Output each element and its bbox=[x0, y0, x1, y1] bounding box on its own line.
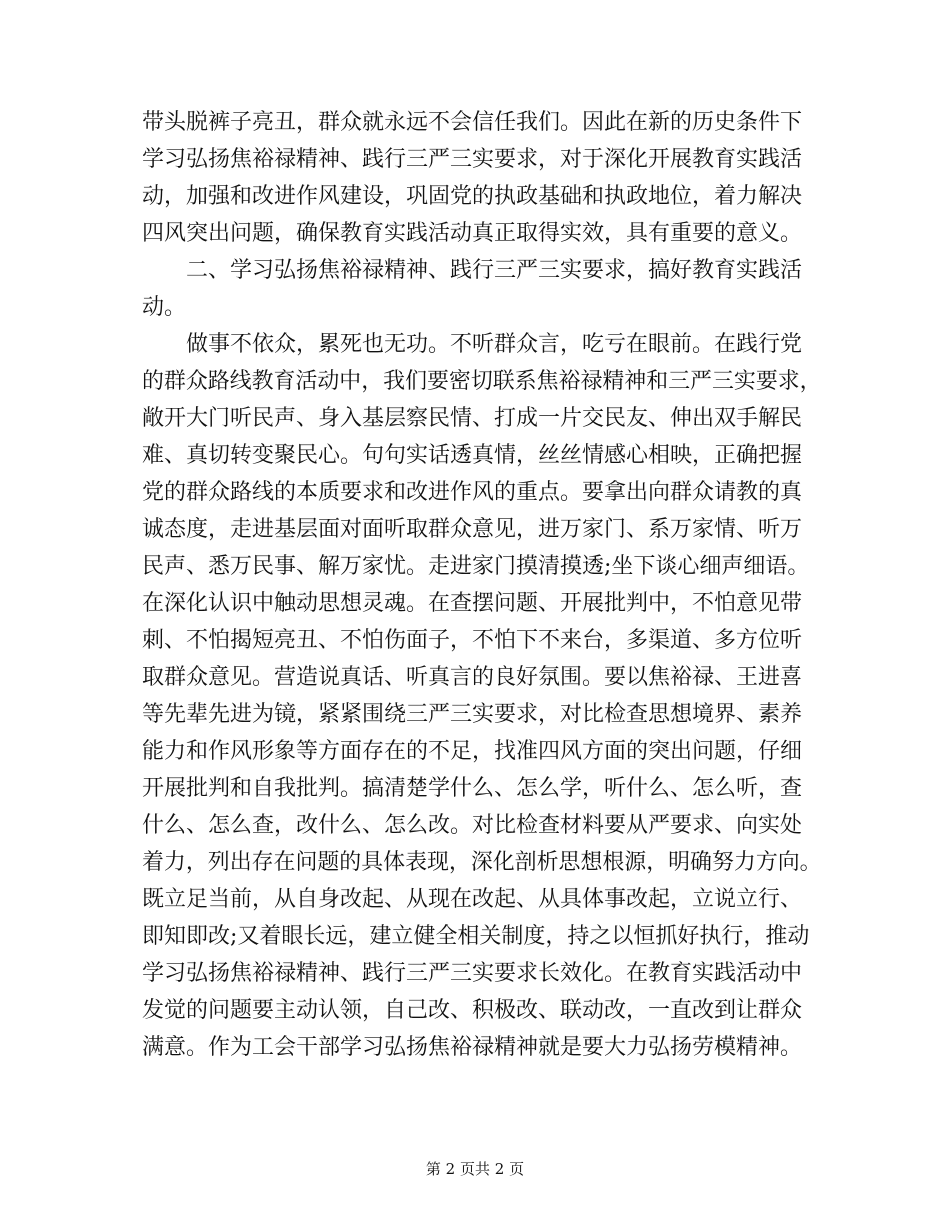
text-line: 学习弘扬焦裕禄精神、践行三严三实要求，对于深化开展教育实践活 bbox=[142, 147, 803, 172]
text-line: 发觉的问题要主动认领，自己改、积极改、联动改，一直改到让群众 bbox=[142, 998, 803, 1023]
text-line: 什么、怎么查，改什么、怎么改。对比检查材料要从严要求、向实处 bbox=[142, 813, 803, 838]
text-line: 既立足当前，从自身改起、从现在改起、从具体事改起，立说立行、 bbox=[142, 887, 803, 912]
text-line: 敞开大门听民声、身入基层察民情、打成一片交民友、伸出双手解民 bbox=[142, 406, 803, 431]
page-footer: 第 2 页共 2 页 bbox=[425, 1160, 525, 1178]
text-line: 诚态度，走进基层面对面听取群众意见，进万家门、系万家情、听万 bbox=[142, 517, 803, 542]
text-line: 在深化认识中触动思想灵魂。在查摆问题、开展批判中，不怕意见带 bbox=[142, 591, 803, 616]
text-line: 民声、悉万民事、解万家忧。走进家门摸清摸透;坐下谈心细声细语。 bbox=[142, 554, 810, 579]
text-line: 动，加强和改进作风建设，巩固党的执政基础和执政地位，着力解决 bbox=[142, 184, 803, 209]
text-line: 难、真切转变聚民心。句句实话透真情，丝丝情感心相映，正确把握 bbox=[142, 443, 803, 468]
text-line: 的群众路线教育活动中，我们要密切联系焦裕禄精神和三严三实要求， bbox=[142, 369, 822, 394]
document-body bbox=[142, 104, 822, 1066]
text-line: 二、学习弘扬焦裕禄精神、践行三严三实要求，搞好教育实践活 bbox=[142, 258, 803, 283]
text-line: 学习弘扬焦裕禄精神、践行三严三实要求长效化。在教育实践活动中 bbox=[142, 961, 803, 986]
text-line: 着力，列出存在问题的具体表现，深化剖析思想根源，明确努力方向。 bbox=[142, 850, 822, 875]
text-line: 做事不依众，累死也无功。不听群众言，吃亏在眼前。在践行党 bbox=[142, 332, 803, 357]
text-line: 动。 bbox=[142, 295, 187, 320]
text-line: 党的群众路线的本质要求和改进作风的重点。要拿出向群众请教的真 bbox=[142, 480, 803, 505]
text-line: 满意。作为工会干部学习弘扬焦裕禄精神就是要大力弘扬劳模精神。 bbox=[142, 1035, 803, 1060]
text-line: 取群众意见。营造说真话、听真言的良好氛围。要以焦裕禄、王进喜 bbox=[142, 665, 803, 690]
text-line: 带头脱裤子亮丑，群众就永远不会信任我们。因此在新的历史条件下 bbox=[142, 110, 803, 135]
text-line: 即知即改;又着眼长远，建立健全相关制度，持之以恒抓好执行，推动 bbox=[142, 924, 810, 949]
text-line: 能力和作风形象等方面存在的不足，找准四风方面的突出问题，仔细 bbox=[142, 739, 803, 764]
text-line: 四风突出问题，确保教育实践活动真正取得实效，具有重要的意义。 bbox=[142, 221, 803, 246]
text-line: 开展批判和自我批判。搞清楚学什么、怎么学，听什么、怎么听，查 bbox=[142, 776, 803, 801]
text-line: 刺、不怕揭短亮丑、不怕伤面子，不怕下不来台，多渠道、多方位听 bbox=[142, 628, 803, 653]
text-line: 等先辈先进为镜，紧紧围绕三严三实要求，对比检查思想境界、素养 bbox=[142, 702, 803, 727]
